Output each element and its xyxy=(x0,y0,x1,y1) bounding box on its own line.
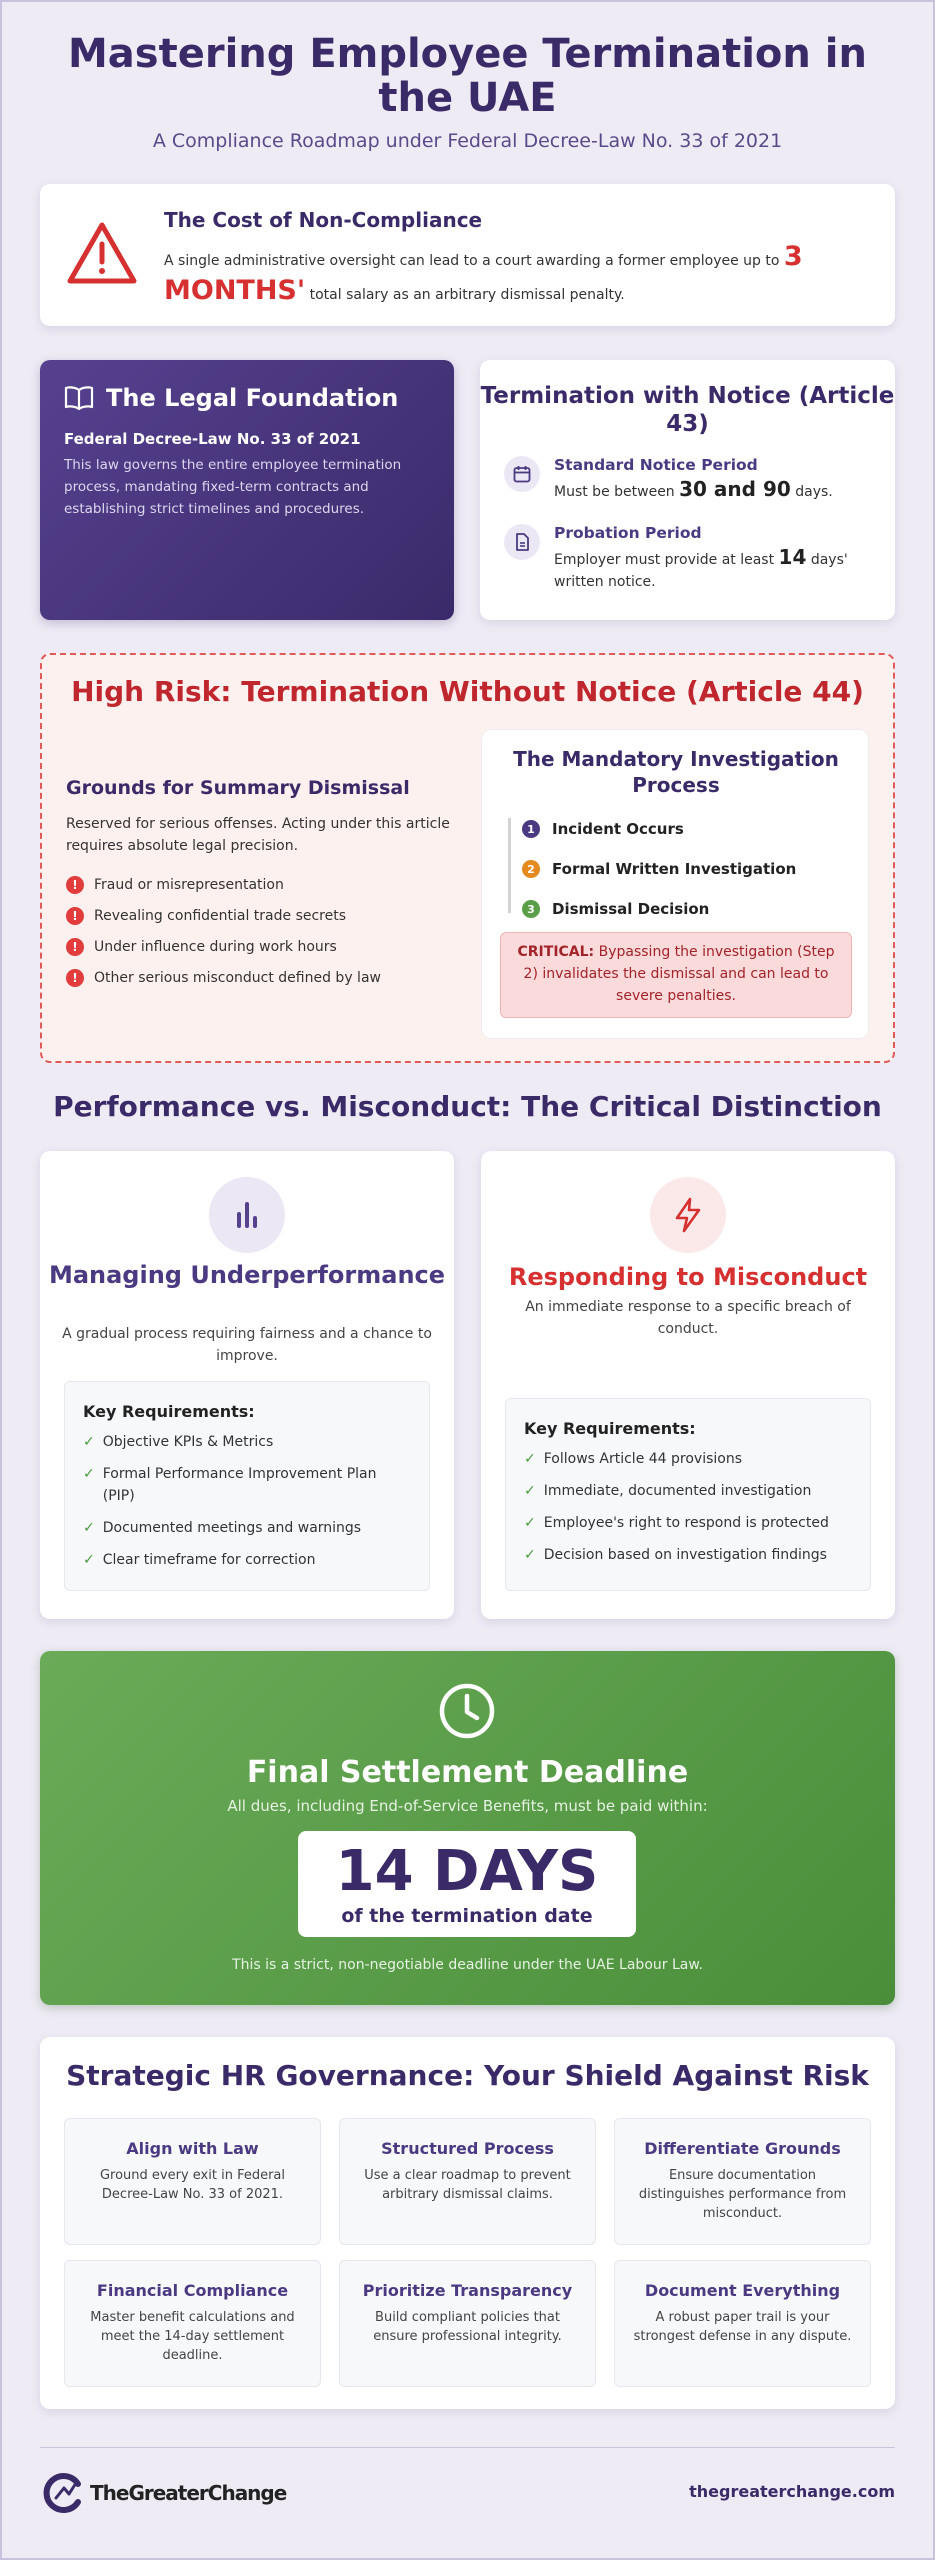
list-item: ! Under influence during work hours xyxy=(66,931,476,962)
footer-divider xyxy=(40,2447,895,2448)
investigation-title: The Mandatory Investigation Process xyxy=(513,747,839,797)
page-title: Mastering Employee Termination in the UAE xyxy=(67,31,867,121)
step-number: 1 xyxy=(522,820,540,838)
list-item: ✓ Formal Performance Improvement Plan (PIP) xyxy=(83,1463,411,1507)
performance-requirements xyxy=(64,1381,430,1591)
non-compliance-card xyxy=(40,184,895,326)
logo-text: TheGreaterChange xyxy=(90,2481,287,2505)
check-icon: ✓ xyxy=(524,1483,536,1499)
non-compliance-text: A single administrative oversight can lead to a court awarding a former employee up to 3 MONTHS' total salary as an arbitrary dismissal penalty. xyxy=(164,241,803,306)
document-icon xyxy=(504,524,540,560)
check-icon: ✓ xyxy=(83,1552,95,1568)
high-risk-section xyxy=(40,653,895,1063)
brand-logo[interactable] xyxy=(40,2470,286,2516)
governance-tile: Document Everything A robust paper trail is your strongest defense in any dispute. xyxy=(614,2260,871,2387)
grounds-description: Reserved for serious offenses. Acting under this article requires absolute legal precision. xyxy=(66,816,450,854)
list-item: ✓ Objective KPIs & Metrics xyxy=(83,1431,411,1453)
alert-icon: ! xyxy=(66,969,84,987)
lightning-icon xyxy=(650,1177,726,1253)
list-item: ✓ Immediate, documented investigation xyxy=(524,1480,852,1502)
notice-item-title: Probation Period xyxy=(554,524,702,542)
alert-icon: ! xyxy=(66,907,84,925)
settlement-section xyxy=(40,1651,895,2005)
misconduct-description: An immediate response to a specific breach of conduct. xyxy=(525,1299,851,1337)
legal-foundation-title: The Legal Foundation xyxy=(106,384,399,412)
check-icon: ✓ xyxy=(524,1515,536,1531)
website-link[interactable]: thegreaterchange.com xyxy=(689,2482,895,2501)
notice-item-text: Must be between 30 and 90 days. xyxy=(554,477,833,501)
grounds-list xyxy=(66,869,476,993)
performance-card xyxy=(40,1151,454,1619)
list-item: ✓ Clear timeframe for correction xyxy=(83,1549,411,1571)
misconduct-requirements xyxy=(505,1398,871,1591)
governance-card xyxy=(40,2037,895,2409)
notice-title: Termination with Notice (Article 43) xyxy=(480,383,895,437)
high-risk-title: High Risk: Termination Without Notice (Article 44) xyxy=(71,675,864,708)
law-name: Federal Decree-Law No. 33 of 2021 xyxy=(64,430,361,448)
check-icon: ✓ xyxy=(524,1451,536,1467)
list-item: ✓ Follows Article 44 provisions xyxy=(524,1448,852,1470)
alert-icon: ! xyxy=(66,876,84,894)
logo-mark-icon xyxy=(40,2470,86,2516)
notice-item-title: Standard Notice Period xyxy=(554,456,758,474)
warning-triangle-icon xyxy=(66,220,138,286)
check-icon: ✓ xyxy=(83,1434,95,1450)
investigation-step: 3 Dismissal Decision xyxy=(522,900,709,918)
list-item: ✓ Documented meetings and warnings xyxy=(83,1517,411,1539)
requirements-title: Key Requirements: xyxy=(83,1402,255,1421)
list-item: ! Other serious misconduct defined by law xyxy=(66,962,476,993)
investigation-panel xyxy=(481,729,869,1039)
alert-icon: ! xyxy=(66,938,84,956)
critical-callout: CRITICAL: Bypassing the investigation (Step 2) invalidates the dismissal and can lead to severe penalties. xyxy=(500,932,852,1018)
requirements-title: Key Requirements: xyxy=(524,1419,696,1438)
check-icon: ✓ xyxy=(83,1466,95,1482)
bar-chart-icon xyxy=(209,1177,285,1253)
performance-title: Managing Underperformance xyxy=(48,1261,446,1289)
notice-item-standard xyxy=(504,456,874,503)
legal-foundation-heading xyxy=(64,384,398,412)
page-subtitle: A Compliance Roadmap under Federal Decree-Law No. 33 of 2021 xyxy=(152,130,783,152)
page-header xyxy=(0,32,935,152)
step-number: 3 xyxy=(522,900,540,918)
calendar-icon xyxy=(504,456,540,492)
governance-tile: Align with Law Ground every exit in Federal Decree-Law No. 33 of 2021. xyxy=(64,2118,321,2245)
step-number: 2 xyxy=(522,860,540,878)
penalty-highlight: 3 MONTHS' xyxy=(164,241,803,306)
governance-title: Strategic HR Governance: Your Shield Against Risk xyxy=(66,2059,869,2092)
non-compliance-title: The Cost of Non-Compliance xyxy=(164,208,483,232)
legal-foundation-description: This law governs the entire employee termination process, mandating fixed-term contracts and establishing strict timelines and procedures. xyxy=(64,457,402,517)
list-item: ✓ Decision based on investigation findings xyxy=(524,1544,852,1566)
grounds-panel xyxy=(66,777,476,993)
list-item: ✓ Employee's right to respond is protected xyxy=(524,1512,852,1534)
governance-tile: Prioritize Transparency Build compliant policies that ensure professional integrity. xyxy=(339,2260,596,2387)
investigation-step: 1 Incident Occurs xyxy=(522,820,684,838)
notice-card xyxy=(480,360,895,620)
deadline-box xyxy=(298,1831,636,1937)
deadline-caption: of the termination date xyxy=(341,1905,593,1927)
misconduct-title: Responding to Misconduct xyxy=(508,1263,868,1291)
check-icon: ✓ xyxy=(83,1520,95,1536)
book-icon xyxy=(64,385,94,411)
legal-foundation-card xyxy=(40,360,454,620)
performance-description: A gradual process requiring fairness and a chance to improve. xyxy=(62,1326,432,1364)
list-item: ! Revealing confidential trade secrets xyxy=(66,900,476,931)
distinction-title: Performance vs. Misconduct: The Critical Distinction xyxy=(53,1090,882,1123)
settlement-description: All dues, including End-of-Service Benefits, must be paid within: xyxy=(227,1797,708,1815)
notice-item-text: Employer must provide at least 14 days' written notice. xyxy=(554,545,848,590)
governance-tile: Financial Compliance Master benefit calculations and meet the 14-day settlement deadline. xyxy=(64,2260,321,2387)
governance-tile: Differentiate Grounds Ensure documentation distinguishes performance from misconduct. xyxy=(614,2118,871,2245)
list-item: ! Fraud or misrepresentation xyxy=(66,869,476,900)
timeline-line xyxy=(508,818,511,913)
notice-item-probation xyxy=(504,524,874,593)
settlement-title: Final Settlement Deadline xyxy=(246,1755,689,1790)
governance-tile: Structured Process Use a clear roadmap to prevent arbitrary dismissal claims. xyxy=(339,2118,596,2245)
grounds-title: Grounds for Summary Dismissal xyxy=(66,777,410,799)
misconduct-card xyxy=(481,1151,895,1619)
investigation-step: 2 Formal Written Investigation xyxy=(522,860,796,878)
deadline-days: 14 DAYS xyxy=(335,1839,599,1904)
clock-icon xyxy=(437,1681,497,1741)
check-icon: ✓ xyxy=(524,1547,536,1563)
settlement-note: This is a strict, non-negotiable deadline under the UAE Labour Law. xyxy=(232,1957,703,1973)
